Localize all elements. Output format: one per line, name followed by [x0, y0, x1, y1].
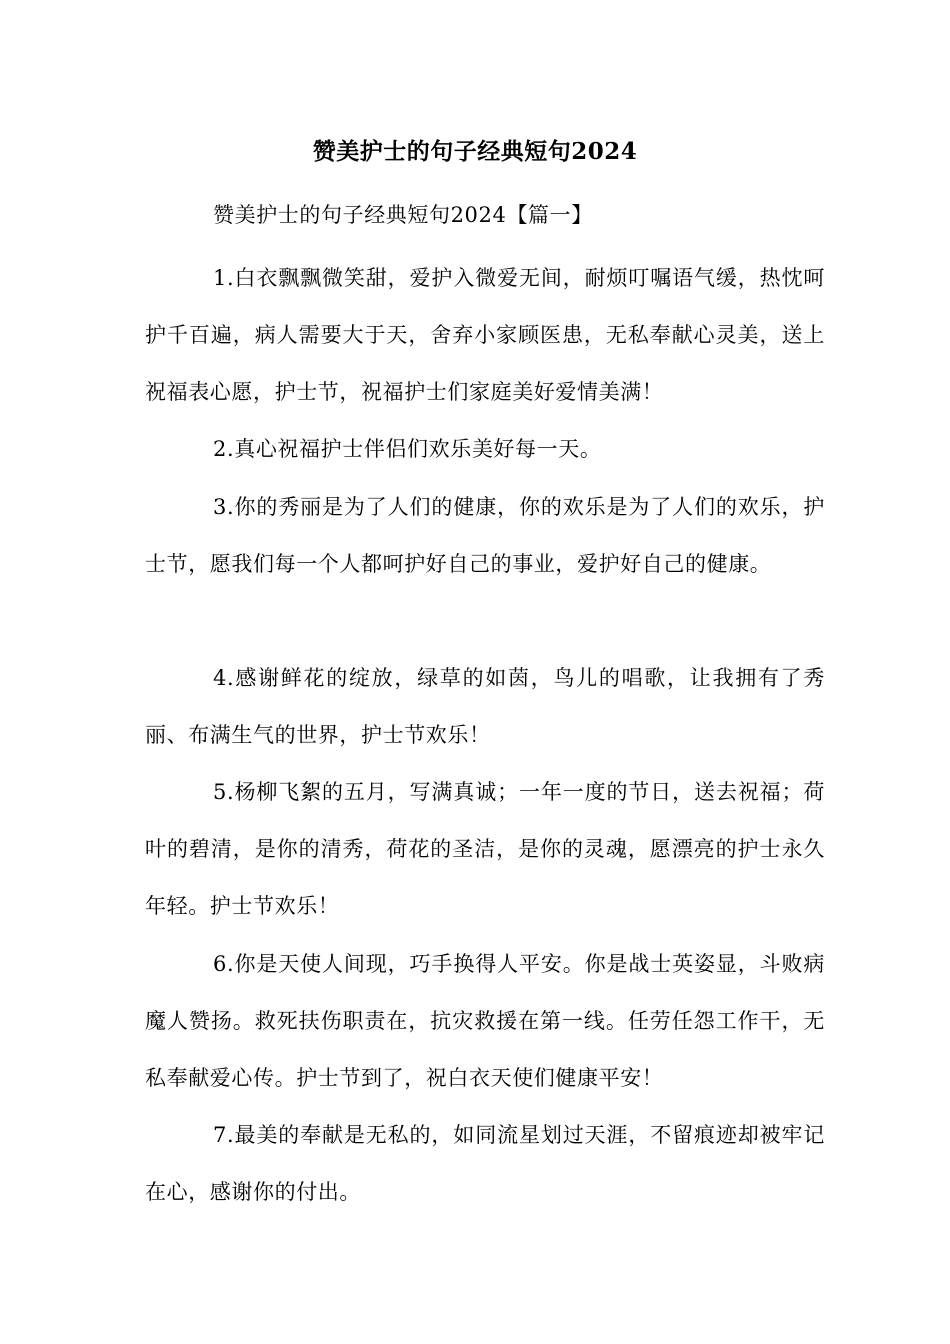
paragraph-item-7: 7.最美的奉献是无私的，如同流星划过天涯，不留痕迹却被牢记在心，感谢你的付出。: [145, 1123, 825, 1204]
paragraph-item-3: 3.你的秀丽是为了人们的健康，你的欢乐是为了人们的欢乐，护士节，愿我们每一个人都呵护好自己的事业，爱护好自己的健康。: [145, 495, 825, 576]
section-heading: 赞美护士的句子经典短句2024【篇一】: [213, 203, 593, 227]
paragraph-item-4: 4.感谢鲜花的绽放，绿草的如茵，鸟儿的唱歌，让我拥有了秀丽、布满生气的世界，护士节欢乐！: [145, 666, 825, 747]
paragraph-item-1: 1.白衣飘飘微笑甜，爱护入微爱无间，耐烦叮嘱语气缓，热忱呵护千百遍，病人需要大于天，舍弃小家顾医患，无私奉献心灵美，送上祝福表心愿，护士节，祝福护士们家庭美好爱情美满！: [145, 266, 825, 404]
document-title: 赞美护士的句子经典短句2024: [312, 138, 638, 165]
paragraph-item-5: 5.杨柳飞絮的五月，写满真诚；一年一度的节日，送去祝福；荷叶的碧清，是你的清秀，荷花的圣洁，是你的灵魂，愿漂亮的护士永久年轻。护士节欢乐！: [145, 780, 825, 918]
paragraph-item-6: 6.你是天使人间现，巧手换得人平安。你是战士英姿显，斗败病魔人赞扬。救死扶伤职责在，抗灾救援在第一线。任劳任怨工作干，无私奉献爱心传。护士节到了，祝白衣天使们健康平安！: [145, 952, 825, 1090]
paragraph-item-2: 2.真心祝福护士伴侣们欢乐美好每一天。: [213, 437, 602, 461]
